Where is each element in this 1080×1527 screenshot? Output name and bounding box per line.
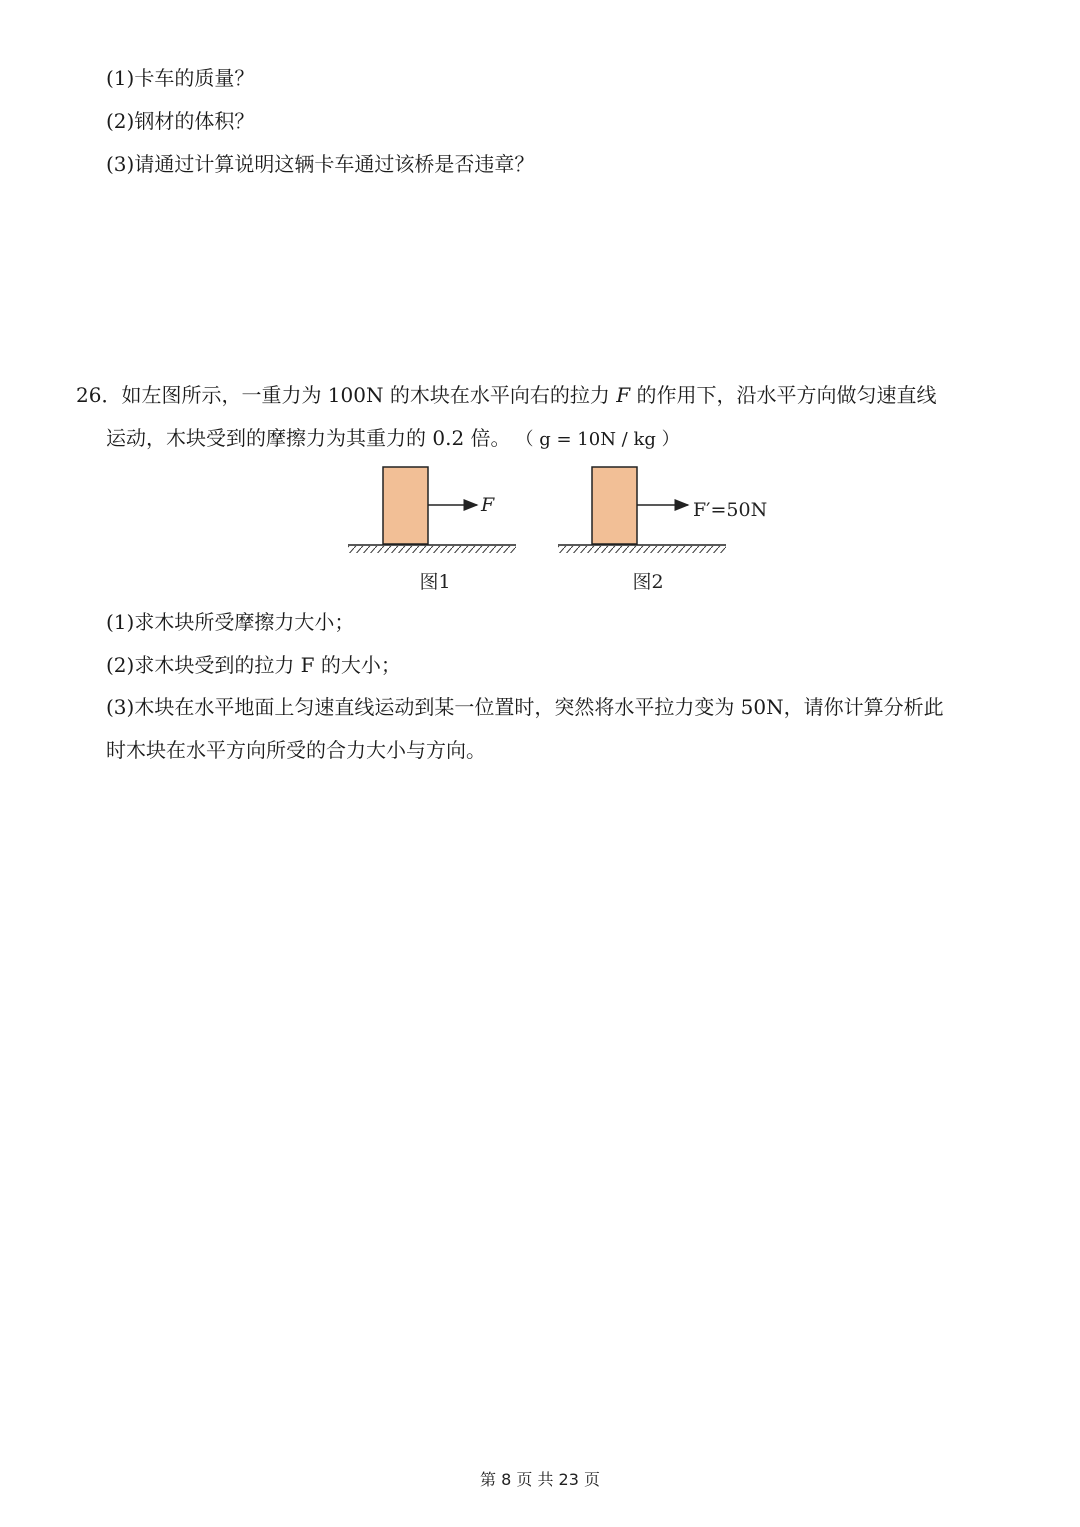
q26-text-b: 的作用下，沿水平方向做匀速直线 [630,383,937,407]
q26-text-a: 如左图所示，一重力为 100N 的木块在水平向右的拉力 [121,383,617,407]
q25-sub3: (3)请通过计算说明这辆卡车通过该桥是否违章？ [106,152,535,176]
fig1-ground-hatch [348,546,516,553]
q26-sub3-line2: 时木块在水平方向所受的合力大小与方向。 [106,738,486,762]
fig2-ground-hatch [558,546,726,553]
q26-sub3-line1: (3)木块在水平地面上匀速直线运动到某一位置时，突然将水平拉力变为 50N，请你计算分析此 [106,695,944,719]
q26-f-symbol: F [616,383,631,407]
q26-number: 26． [76,383,122,407]
fig1-block [383,467,428,544]
q26-figure [340,460,768,600]
fig1-force-label: F [481,494,495,516]
page-footer: 第 8 页 共 23 页 [480,1470,600,1489]
q26-stem-line1 [76,381,936,409]
fig2-block [592,467,637,544]
q26-sub2: (2)求木块受到的拉力 F 的大小； [106,653,401,677]
q25-sub2: (2)钢材的体积？ [106,109,255,133]
q26-g-note: （ g = 10N / kg ） [524,429,680,450]
fig2-force-label: F′=50N [693,499,768,521]
fig2-caption: 图2 [632,571,664,593]
q26-stem-line2 [106,424,680,454]
q26-sub1: (1)求木块所受摩擦力大小； [106,610,355,634]
force-diagram [340,460,768,600]
q25-sub1: (1)卡车的质量？ [106,66,255,90]
fig1-caption: 图1 [419,571,451,593]
q26-line2-text: 运动，木块受到的摩擦力为其重力的 0.2 倍。 [106,426,511,450]
